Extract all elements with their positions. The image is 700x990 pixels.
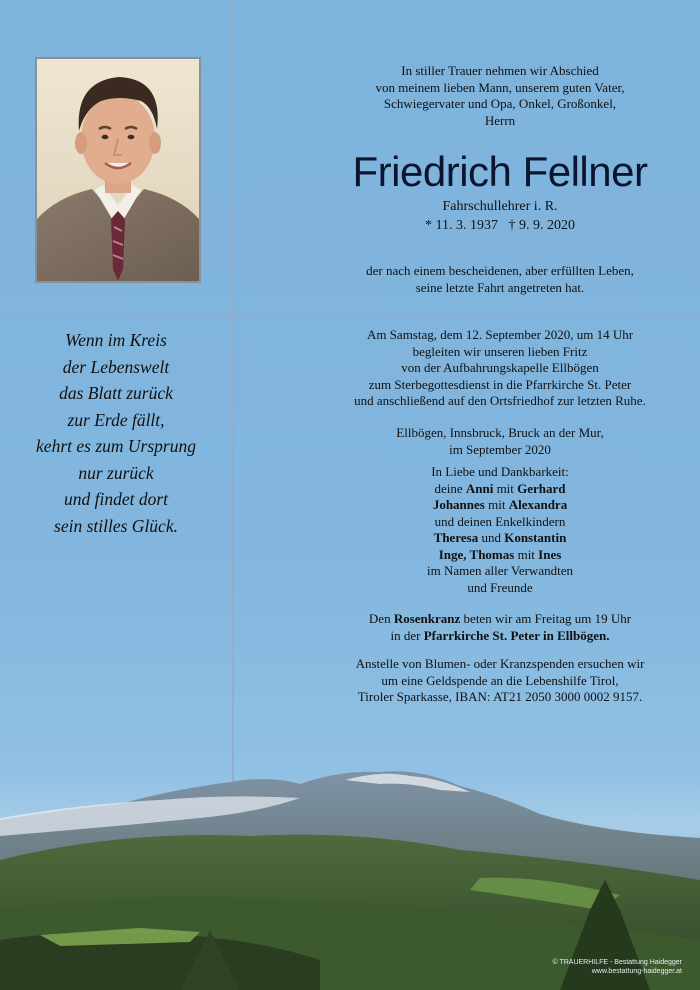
funeral-home-credit: [552, 958, 682, 976]
ceremony-line: begleiten wir unseren lieben Fritz: [412, 343, 588, 359]
family-line: In Liebe und Dankbarkeit:: [431, 464, 569, 479]
family-member: Gerhard: [517, 480, 566, 496]
family-list: [330, 464, 670, 596]
poem-line: Wenn im Kreis: [65, 330, 167, 350]
poem-line: nur zurück: [78, 462, 154, 483]
rosary-line: [330, 628, 670, 645]
deceased-name: Friedrich Fellner: [352, 148, 648, 195]
family-line: [330, 530, 670, 547]
ceremony-line: von der Aufbahrungskapelle Ellbögen: [401, 360, 599, 375]
poem-line: der Lebenswelt: [62, 356, 170, 377]
intro-line: Herrn: [484, 112, 516, 128]
family-member: Inge, Thomas: [438, 546, 515, 562]
ceremony-line: und anschließend auf den Ortsfriedhof zur letzten Ruhe.: [354, 393, 646, 408]
place-date: [330, 425, 670, 458]
donation-line: Tiroler Sparkasse, IBAN: AT21 2050 3000 0002 9157.: [357, 689, 643, 704]
family-member: Konstantin: [504, 530, 567, 545]
place-line: Ellbögen, Innsbruck, Bruck an der Mur,: [396, 425, 604, 440]
family-line: [330, 481, 670, 498]
mountain-landscape: [0, 760, 700, 990]
family-text: und: [478, 530, 505, 545]
family-line: und deinen Enkelkindern: [434, 513, 566, 529]
rosary-text: in der: [390, 627, 424, 643]
family-member: Johannes: [432, 497, 485, 512]
rosary-text: beten wir am Freitag um 19 Uhr: [460, 611, 632, 626]
ceremony-text: [330, 327, 670, 410]
poem-line: zur Erde fällt,: [67, 409, 165, 430]
rosary-line: [330, 611, 670, 628]
donation-line: um eine Geldspende an die Lebenshilfe Tirol,: [381, 672, 619, 688]
intro-text: [330, 63, 670, 129]
family-member: Alexandra: [508, 497, 568, 512]
donation-notice: [330, 656, 670, 706]
family-text: mit: [493, 480, 518, 496]
place-line: im September 2020: [449, 441, 551, 457]
horizontal-divider: [0, 313, 700, 315]
family-line: [330, 497, 670, 514]
family-line: und Freunde: [467, 579, 533, 595]
life-line: der nach einem bescheidenen, aber erfüllten Leben,: [366, 263, 634, 278]
intro-line: Schwiegervater und Opa, Onkel, Großonkel,: [383, 96, 617, 111]
life-line: seine letzte Fahrt angetreten hat.: [415, 279, 585, 295]
intro-line: von meinem lieben Mann, unserem guten Vater,: [375, 79, 625, 95]
intro-line: In stiller Trauer nehmen wir Abschied: [401, 63, 599, 78]
ceremony-line: Am Samstag, dem 12. September 2020, um 14 Uhr: [366, 327, 634, 342]
family-text: mit: [484, 497, 509, 512]
poem: [0, 327, 232, 539]
poem-line: sein stilles Glück.: [54, 515, 178, 536]
donation-line: Anstelle von Blumen- oder Kranzspenden ersuchen wir: [355, 656, 645, 671]
deceased-title: Fahrschullehrer i. R.: [442, 199, 558, 214]
family-line: [330, 547, 670, 564]
life-dates: * 11. 3. 1937 † 9. 9. 2020: [425, 218, 575, 233]
family-member: Theresa: [433, 530, 479, 545]
rosary-notice: [330, 611, 670, 644]
rosary-text: Den: [368, 611, 394, 626]
life-text: [330, 263, 670, 296]
credit-line: www.bestattung-haidegger.at: [591, 968, 682, 975]
rosary-highlight: Pfarrkirche St. Peter in Ellbögen.: [423, 627, 610, 643]
vertical-divider: [232, 0, 234, 820]
portrait-photo: [35, 57, 201, 283]
rosary-highlight: Rosenkranz: [393, 611, 461, 626]
poem-line: das Blatt zurück: [59, 383, 173, 403]
family-member: Ines: [538, 546, 562, 562]
credit-line: © TRAUERHILFE - Bestattung Haidegger: [552, 959, 682, 966]
family-member: Anni: [465, 480, 494, 496]
poem-line: kehrt es zum Ursprung: [36, 436, 196, 456]
family-text: deine: [434, 480, 466, 496]
ceremony-line: zum Sterbegottesdienst in die Pfarrkirche St. Peter: [368, 376, 632, 392]
poem-line: und findet dort: [63, 489, 169, 509]
family-text: mit: [514, 546, 539, 562]
family-line: im Namen aller Verwandten: [427, 563, 573, 578]
